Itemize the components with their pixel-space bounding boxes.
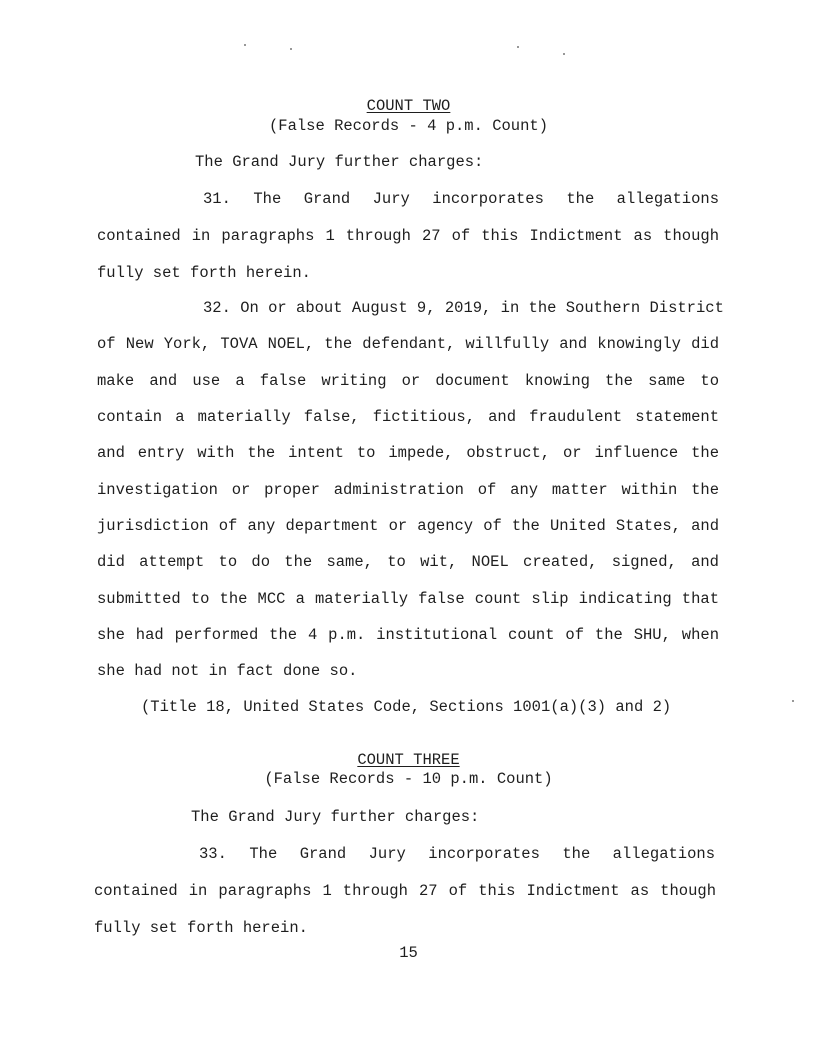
para-31-line: contained in paragraphs 1 through 27 of this Indictment as though bbox=[97, 227, 719, 245]
para-31-line: fully set forth herein. bbox=[97, 264, 311, 282]
scan-speck bbox=[792, 700, 794, 702]
scan-speck bbox=[244, 44, 246, 46]
scan-speck bbox=[563, 53, 565, 55]
para-32-line: did attempt to do the same, to wit, NOEL created, signed, and bbox=[97, 553, 719, 571]
para-32-line: 32. On or about August 9, 2019, in the Southern District bbox=[203, 299, 724, 317]
para-32-line: make and use a false writing or document knowing the same to bbox=[97, 372, 719, 390]
para-32-line: contain a materially false, fictitious, and fraudulent statement bbox=[97, 408, 719, 426]
para-32-line: submitted to the MCC a materially false count slip indicating that bbox=[97, 590, 719, 608]
count-two-subheading: (False Records - 4 p.m. Count) bbox=[268, 117, 549, 135]
count-three-subheading: (False Records - 10 p.m. Count) bbox=[264, 770, 553, 788]
count-three-heading: COUNT THREE bbox=[357, 751, 460, 769]
count-two-intro: The Grand Jury further charges: bbox=[195, 153, 484, 171]
para-32-line: she had not in fact done so. bbox=[97, 662, 358, 680]
scan-speck bbox=[290, 48, 292, 50]
count-two-citation: (Title 18, United States Code, Sections 1001(a)(3) and 2) bbox=[141, 698, 672, 716]
para-32-line: jurisdiction of any department or agency of the United States, and bbox=[97, 517, 719, 535]
scan-speck bbox=[517, 46, 519, 48]
para-33-line: fully set forth herein. bbox=[94, 919, 308, 937]
para-32-line: of New York, TOVA NOEL, the defendant, willfully and knowingly did bbox=[97, 335, 719, 353]
para-32-line: and entry with the intent to impede, obstruct, or influence the bbox=[97, 444, 719, 462]
para-33-line: 33. The Grand Jury incorporates the allegations bbox=[199, 845, 715, 863]
count-three-intro: The Grand Jury further charges: bbox=[191, 808, 480, 826]
para-31-line: 31. The Grand Jury incorporates the allegations bbox=[203, 190, 719, 208]
page-number: 15 bbox=[399, 944, 418, 962]
count-two-heading: COUNT TWO bbox=[366, 97, 451, 115]
para-32-line: investigation or proper administration of any matter within the bbox=[97, 481, 719, 499]
para-32-line: she had performed the 4 p.m. institutional count of the SHU, when bbox=[97, 626, 719, 644]
para-33-line: contained in paragraphs 1 through 27 of this Indictment as though bbox=[94, 882, 716, 900]
